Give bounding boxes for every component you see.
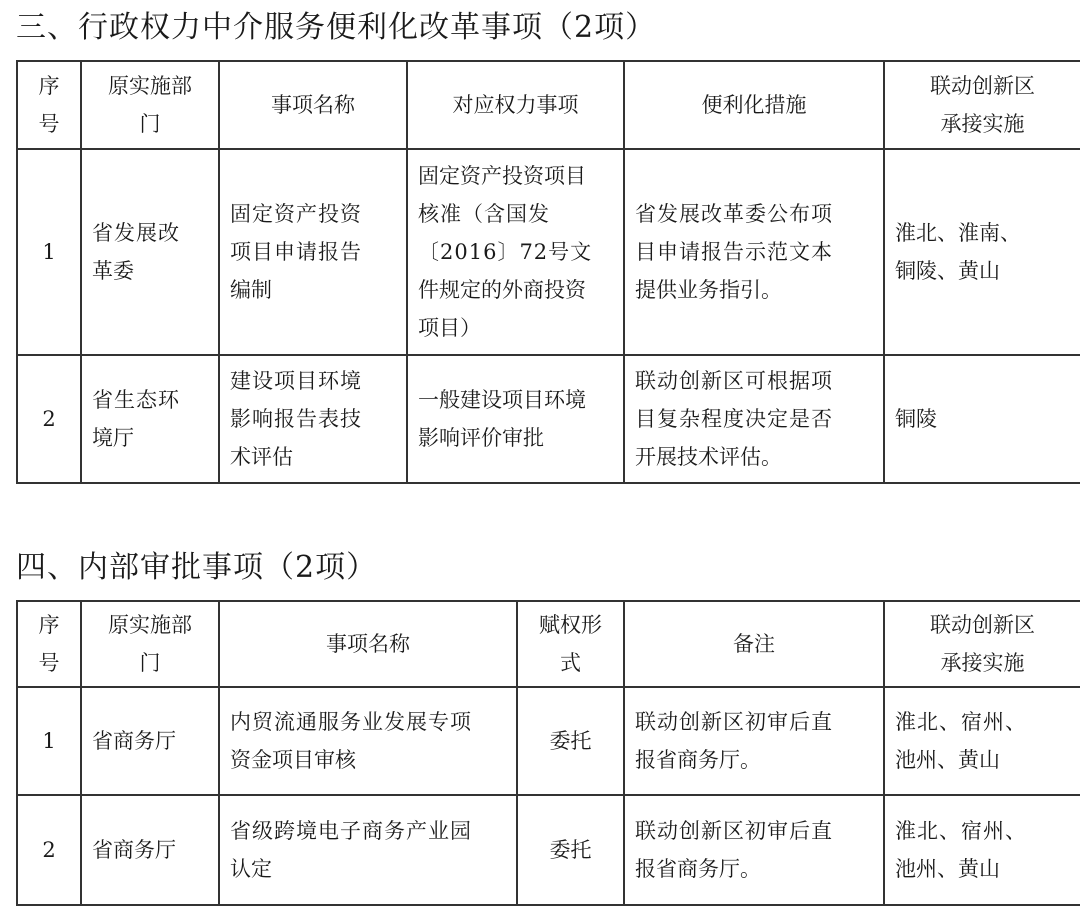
table-row [17, 355, 1080, 483]
cell-form: 委托 [517, 687, 624, 795]
section-4-heading: 四、内部审批事项（2项） [16, 550, 378, 585]
cell-name: 省级跨境电子商务产业园 认定 [219, 795, 517, 905]
cell-dept: 省商务厅 [81, 795, 219, 905]
cell-name: 内贸流通服务业发展专项 资金项目审核 [219, 687, 517, 795]
table-header-row [17, 601, 1080, 687]
cell-zone: 淮北、宿州、 池州、黄山 [884, 687, 1080, 795]
cell-note: 联动创新区初审后直 报省商务厅。 [624, 795, 884, 905]
table-row [17, 687, 1080, 795]
header-name: 事项名称 [219, 61, 407, 149]
cell-dept: 省发展改 革委 [81, 149, 219, 355]
cell-name: 建设项目环境 影响报告表技 术评估 [219, 355, 407, 483]
table-header-row [17, 61, 1080, 149]
section-3-table [16, 60, 1080, 484]
cell-note: 联动创新区初审后直 报省商务厅。 [624, 687, 884, 795]
table-row [17, 795, 1080, 905]
header-form: 赋权形 式 [517, 601, 624, 687]
cell-seq: 1 [17, 149, 81, 355]
cell-zone: 铜陵 [884, 355, 1080, 483]
header-power: 对应权力事项 [407, 61, 624, 149]
header-name: 事项名称 [219, 601, 517, 687]
header-dept: 原实施部 门 [81, 601, 219, 687]
header-seq: 序 号 [17, 61, 81, 149]
cell-form: 委托 [517, 795, 624, 905]
header-zone: 联动创新区 承接实施 [884, 61, 1080, 149]
header-note: 备注 [624, 601, 884, 687]
cell-seq: 1 [17, 687, 81, 795]
cell-zone: 淮北、宿州、 池州、黄山 [884, 795, 1080, 905]
cell-power: 固定资产投资项目 核准（含国发 〔2016〕72号文 件规定的外商投资 项目） [407, 149, 624, 355]
cell-name: 固定资产投资 项目申请报告 编制 [219, 149, 407, 355]
header-seq: 序 号 [17, 601, 81, 687]
cell-zone: 淮北、淮南、 铜陵、黄山 [884, 149, 1080, 355]
cell-dept: 省生态环 境厅 [81, 355, 219, 483]
header-measure: 便利化措施 [624, 61, 884, 149]
cell-measure: 省发展改革委公布项 目申请报告示范文本 提供业务指引。 [624, 149, 884, 355]
cell-power: 一般建设项目环境 影响评价审批 [407, 355, 624, 483]
section-4-table [16, 600, 1080, 906]
header-dept: 原实施部 门 [81, 61, 219, 149]
cell-dept: 省商务厅 [81, 687, 219, 795]
cell-seq: 2 [17, 355, 81, 483]
section-3-heading: 三、行政权力中介服务便利化改革事项（2项） [16, 10, 657, 45]
header-zone: 联动创新区 承接实施 [884, 601, 1080, 687]
cell-measure: 联动创新区可根据项 目复杂程度决定是否 开展技术评估。 [624, 355, 884, 483]
cell-seq: 2 [17, 795, 81, 905]
table-row [17, 149, 1080, 355]
